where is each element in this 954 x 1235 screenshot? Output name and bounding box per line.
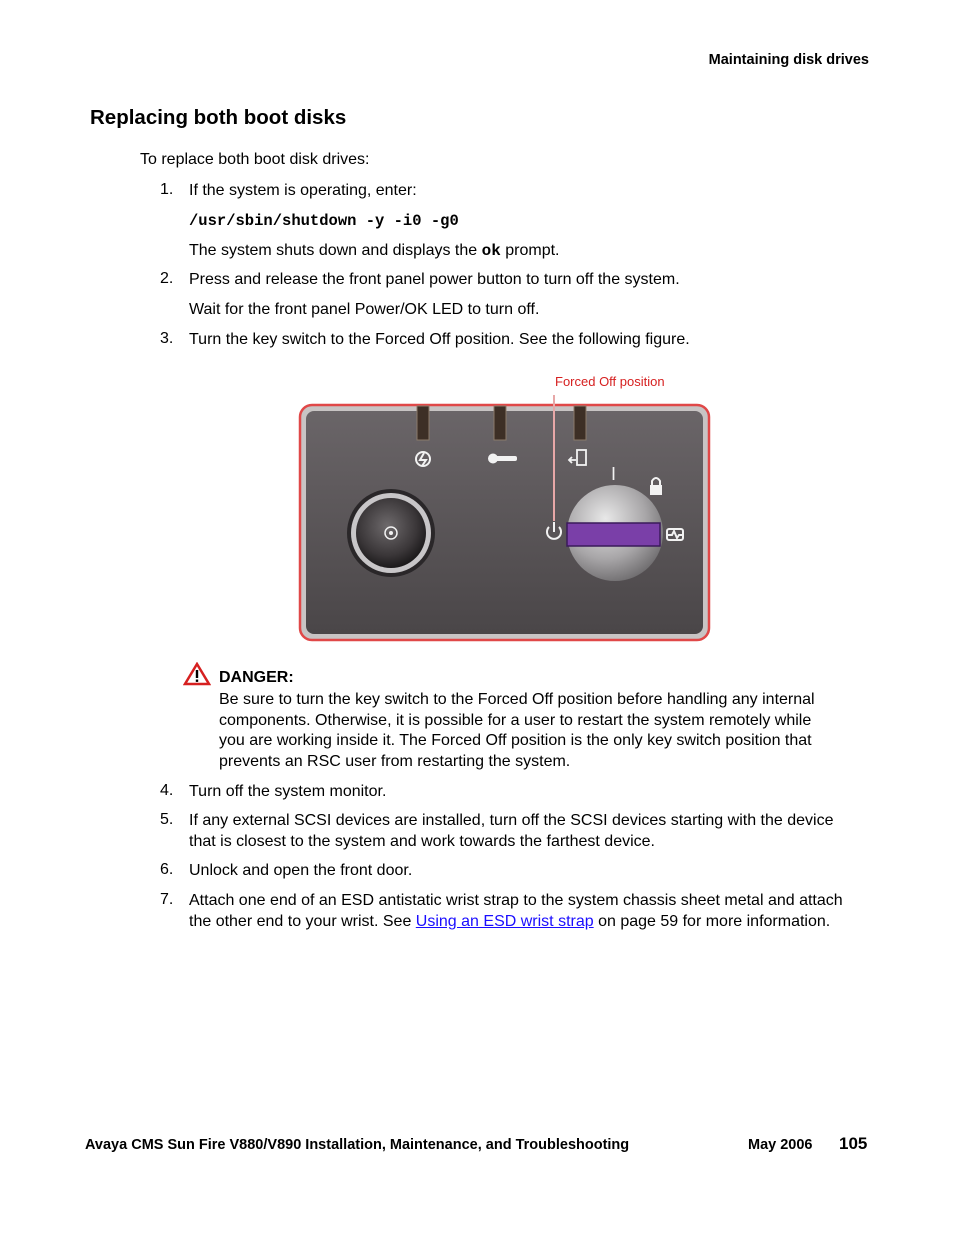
service-led [494,406,506,440]
step-number: 1. [160,181,174,198]
footer-doc-title: Avaya CMS Sun Fire V880/V890 Installation, Maintenance, and Troubleshooting [85,1137,630,1153]
power-ok-led [417,406,429,440]
step-number: 3. [160,330,174,347]
step-text: If any external SCSI devices are installed, turn off the SCSI devices starting with the device that is closest to the system and work towards the farthest device. [189,812,834,850]
step-text: Press and release the front panel power button to turn off the system. [189,271,680,288]
step-note: The system shuts down and displays the ok prompt. [189,242,560,260]
forced-off-callout: Forced Off position [555,374,665,389]
shutdown-command: /usr/sbin/shutdown -y -i0 -g0 [189,212,459,230]
footer-date: May 2006 [748,1137,813,1153]
step-number: 6. [160,861,174,878]
ok-prompt-code: ok [481,242,501,260]
power-button [347,489,435,577]
step-number: 5. [160,811,174,828]
key-slot [567,523,660,546]
danger-text: Be sure to turn the key switch to the Forced Off position before handling any internal components. Otherwise, it is possible for a user to restart the system remotely while you are working inside it. The Forced Off position is the only key switch position that prevents an RSC user from restarting the system. [219,691,815,770]
locator-led [574,406,586,440]
intro-text: To replace both boot disk drives: [140,151,370,168]
section-title: Replacing both boot disks [90,106,347,129]
warning-triangle-icon [183,662,211,686]
step-text: Attach one end of an ESD antistatic wrist strap to the system chassis sheet metal and attach the other end to your wrist. See Using an ESD wrist strap on page 59 for more information. [189,892,843,930]
running-header: Maintaining disk drives [708,52,869,68]
esd-wrist-strap-link[interactable]: Using an ESD wrist strap [415,912,594,930]
step-text: Unlock and open the front door. [189,862,413,879]
step-text: Turn off the system monitor. [189,783,387,800]
page-number: 105 [839,1134,868,1153]
step-number: 7. [160,891,174,908]
step-note: Wait for the front panel Power/OK LED to turn off. [189,301,540,318]
step-number: 2. [160,270,174,287]
step-text: If the system is operating, enter: [189,182,417,199]
key-switch [567,485,663,581]
key-switch-figure [293,368,717,646]
step-text: Turn the key switch to the Forced Off position. See the following figure. [189,331,690,348]
danger-label: DANGER: [219,669,294,686]
key-position-marker: I [611,464,617,484]
step-number: 4. [160,782,174,799]
